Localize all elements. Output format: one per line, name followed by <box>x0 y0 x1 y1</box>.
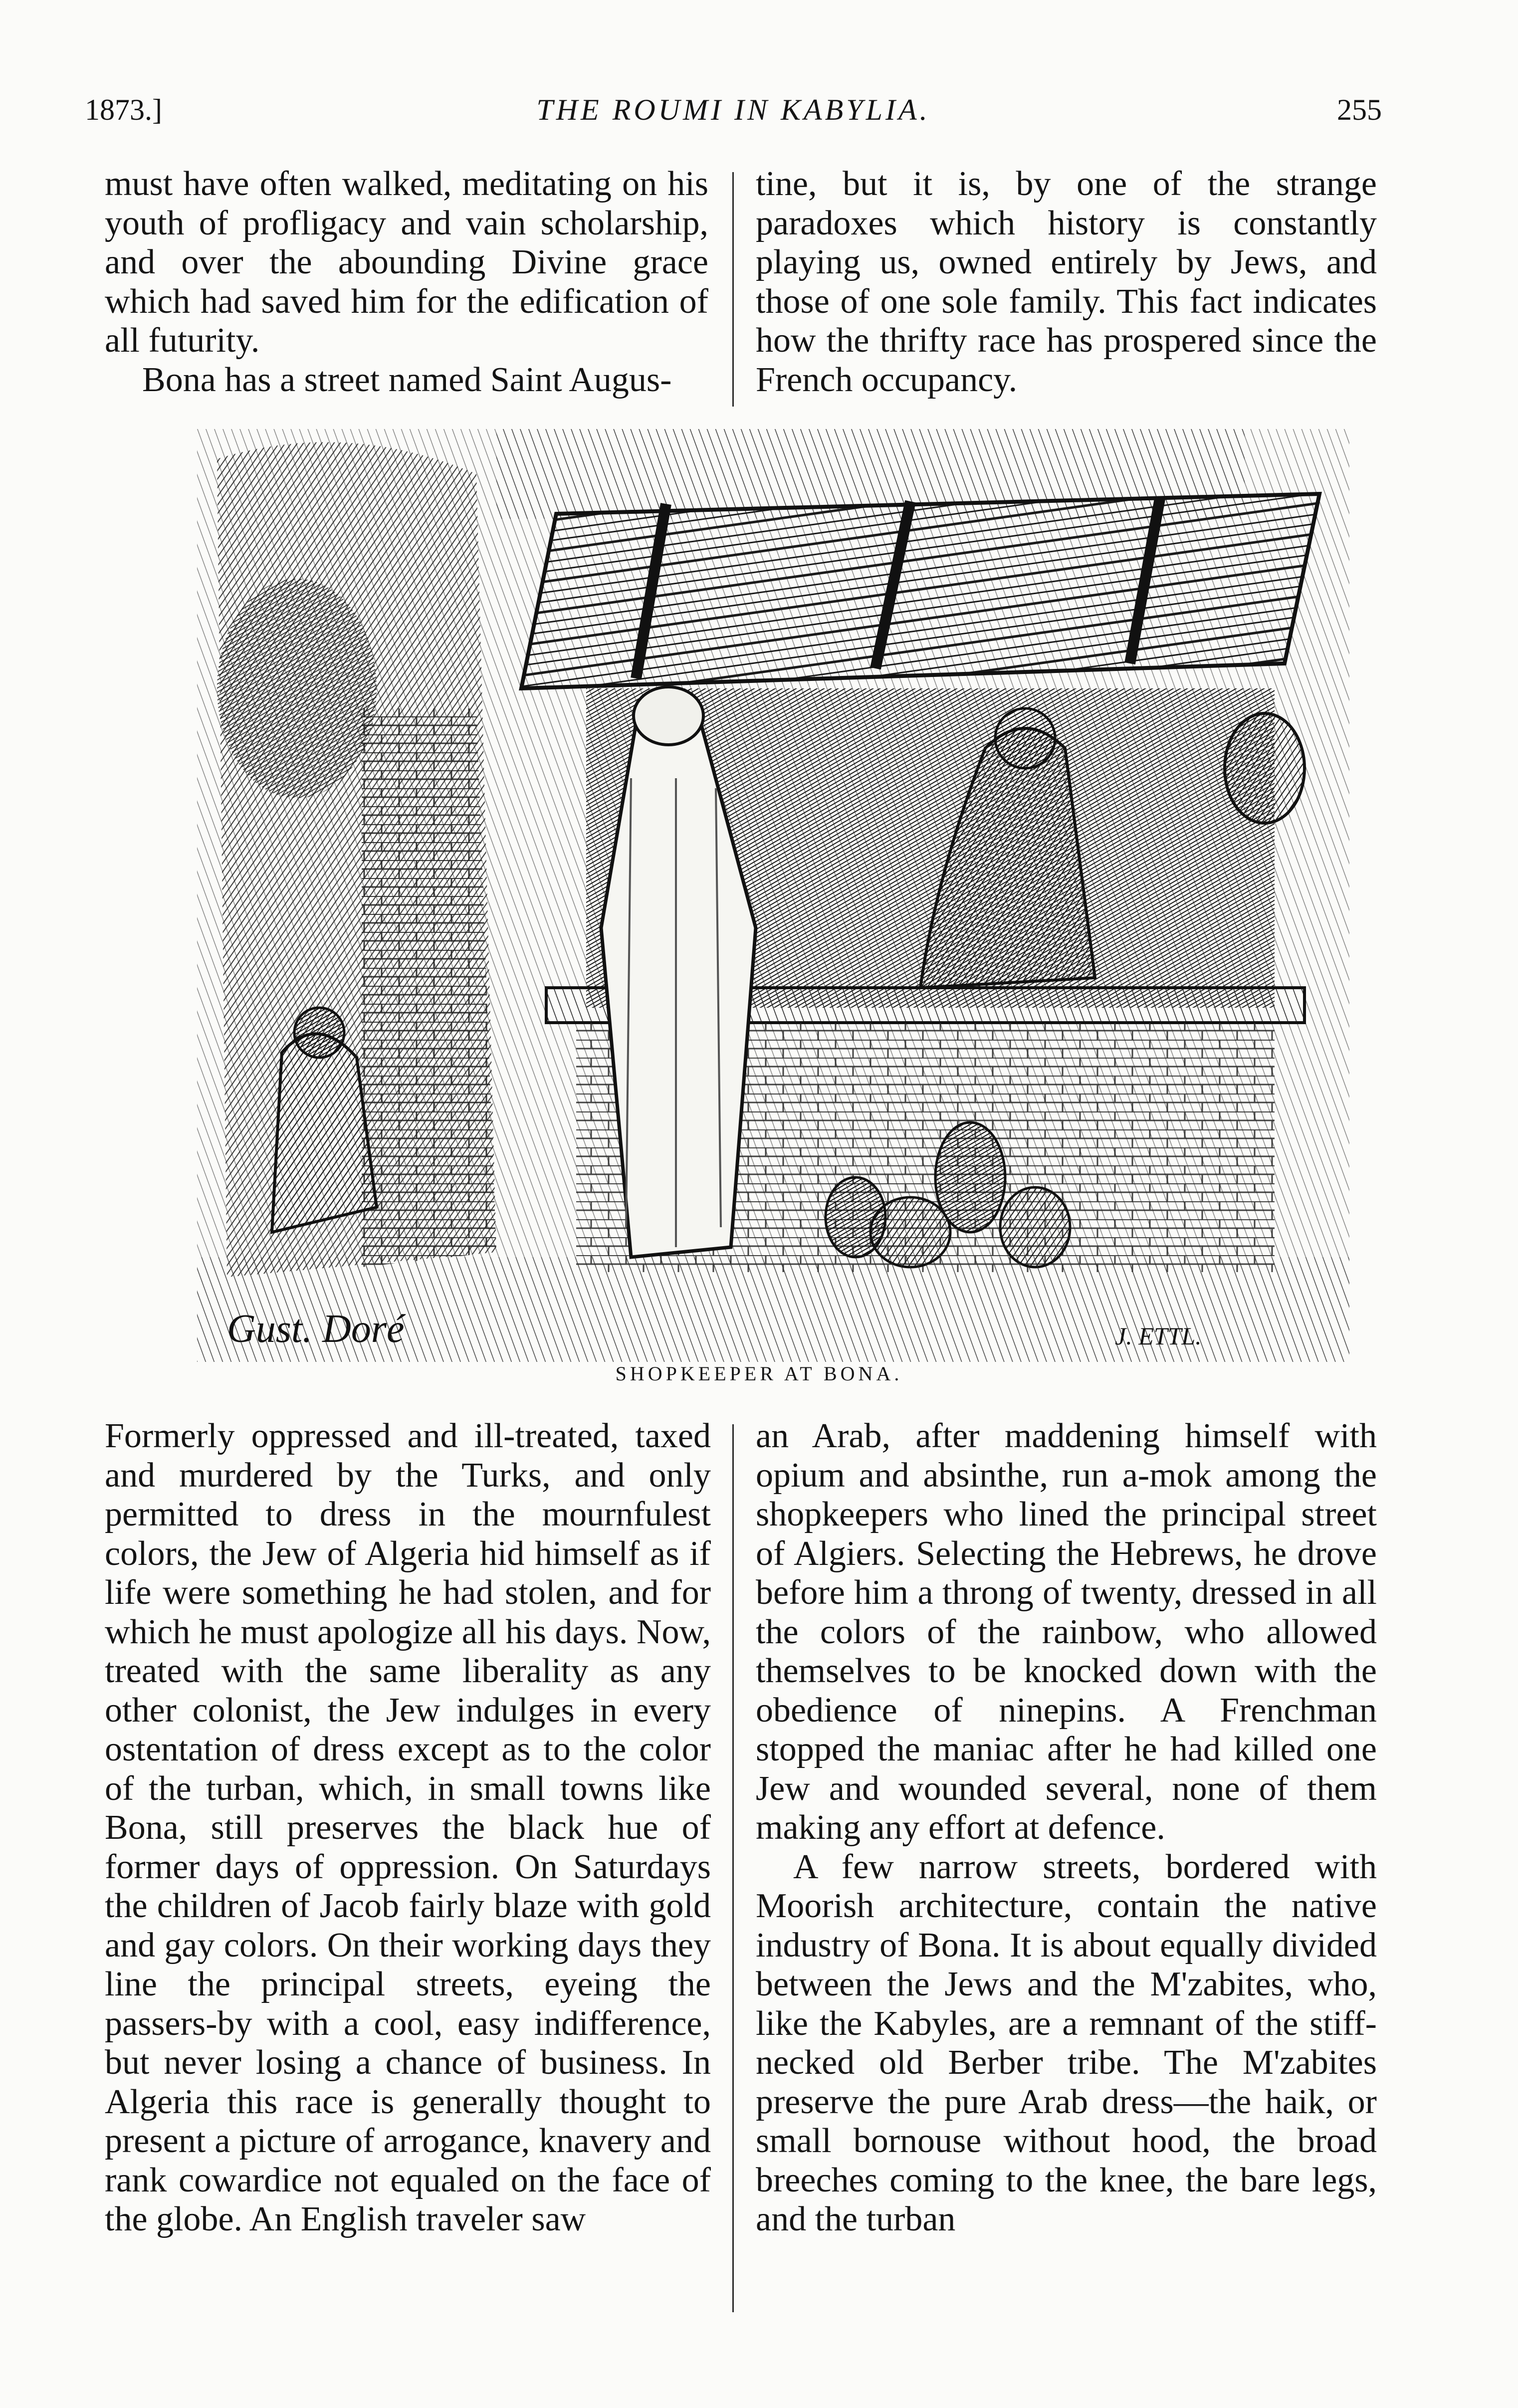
issue-year: 1873.] <box>85 93 162 126</box>
column-rule <box>732 1424 734 2312</box>
top-left-column <box>105 165 708 400</box>
top-right-column <box>756 165 1377 400</box>
bottom-right-column <box>756 1417 1377 2239</box>
paragraph: A few narrow streets, bordered with Moorish architecture, contain the native industry of Bona. It is about equally divided between the Jews and the M'zabites, who, like the Kabyles, are a remnant of the stiff-necked old Berber tribe. The M'zabites preserve the pure Arab dress—the haik, or small bornouse without hood, the broad breeches coming to the knee, the bare legs, and the turban <box>756 1847 1377 2238</box>
paragraph: must have often walked, meditating on his youth of profligacy and vain scholarship, and over the abounding Divine grace which had saved him for the edification of all futurity. <box>105 165 708 360</box>
figure-caption: SHOPKEEPER AT BONA. <box>615 1362 903 1385</box>
running-head <box>85 87 1382 132</box>
shopkeeper-engraving <box>197 429 1349 1362</box>
page-number: 255 <box>1337 93 1382 126</box>
paragraph: Bona has a street named Saint Augus- <box>142 360 672 399</box>
engraving-illustration <box>197 429 1349 1362</box>
paragraph: Formerly oppressed and ill-treated, taxed and murdered by the Turks, and only permitted to dress in the mournfulest colors, the Jew of Algeria hid himself as if life were something he had stolen, and for which he must apologize all his days. Now, treated with the same liberality as any other colonist, the Jew indulges in every ostentation of dress except as to the color of the turban, which, in small towns like Bona, still preserves the black hue of former days of oppression. On Saturdays the children of Jacob fairly blaze with gold and gay colors. On their working days they line the principal streets, eyeing the passers-by with a cool, easy indifference, but never losing a chance of business. In Algeria this race is generally thought to present a picture of arrogance, knavery and rank cowardice not equaled on the face of the globe. An English traveler saw <box>105 1417 711 2238</box>
paragraph: tine, but it is, by one of the strange paradoxes which history is constantly playing us, owned entirely by Jews, and those of one sole family. This fact indicates how the thrifty race has prospered since the French occupancy. <box>756 165 1377 399</box>
engraver-signature: J. ETTL. <box>1115 1322 1202 1350</box>
paragraph: an Arab, after maddening himself with opium and absinthe, run a-mok among the shopkeepers who lined the principal street of Algiers. Selecting the Hebrews, he drove before him a throng of twenty, dressed in all the colors of the rainbow, who allowed themselves to be knocked down with the obedience of ninepins. A Frenchman stopped the maniac after he had killed one Jew and wounded several, none of them making any effort at defence. <box>756 1417 1377 1847</box>
column-rule <box>732 172 734 407</box>
bottom-left-column <box>105 1417 711 2239</box>
article-title: THE ROUMI IN KABYLIA. <box>536 93 930 126</box>
artist-signature: Gust. Doré <box>227 1307 405 1351</box>
